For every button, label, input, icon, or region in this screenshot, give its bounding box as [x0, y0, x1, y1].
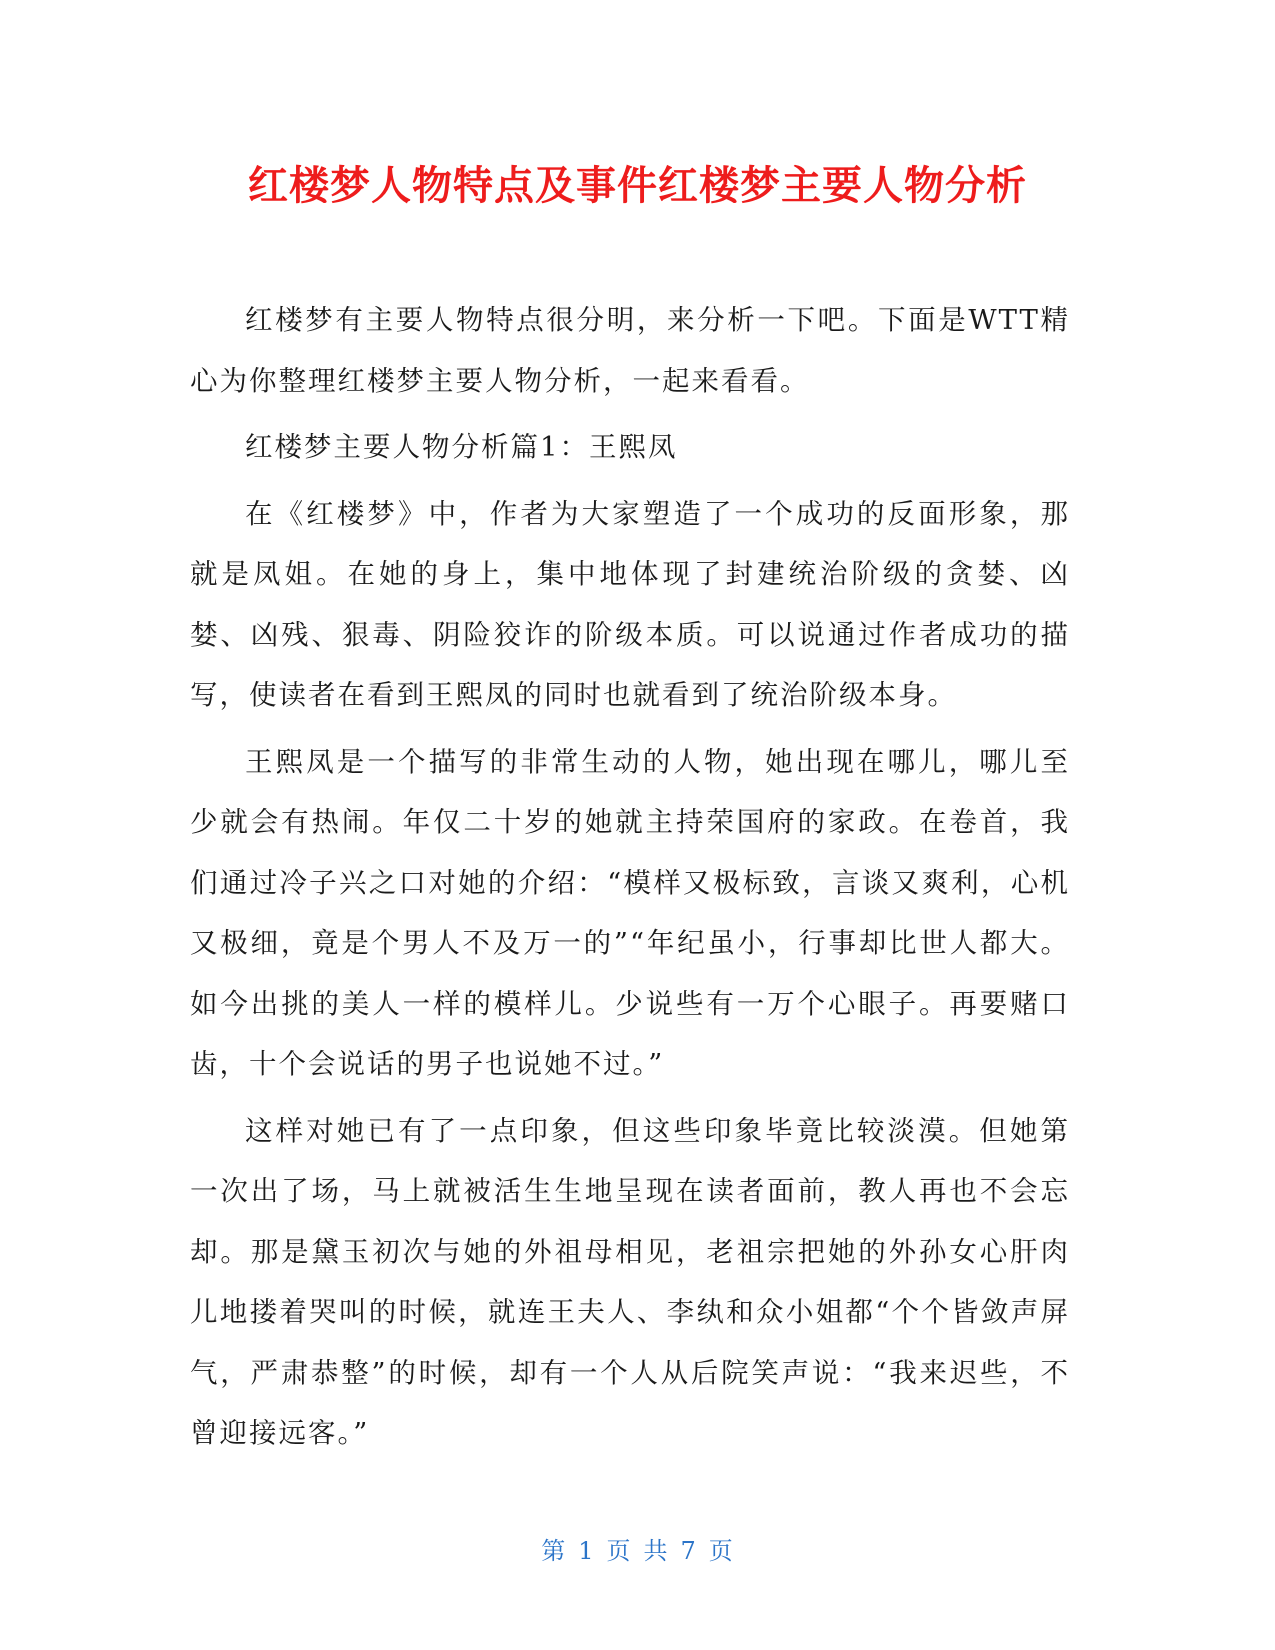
- document-body: [190, 290, 1070, 1470]
- paragraph-body: 王熙凤是一个描写的非常生动的人物，她出现在哪儿，哪儿至少就会有热闹。年仅二十岁的她就主持荣国府的家政。在卷首，我们通过冷子兴之口对她的介绍：“模样又极标致，言谈又爽利，心机又极细，竟是个男人不及万一的”“年纪虽小，行事却比世人都大。如今出挑的美人一样的模样儿。少说些有一万个心眼子。再要赌口齿，十个会说话的男子也说她不过。”: [190, 745, 1070, 1080]
- paragraph-body: 这样对她已有了一点印象，但这些印象毕竟比较淡漠。但她第一次出了场，马上就被活生生地呈现在读者面前，教人再也不会忘却。那是黛玉初次与她的外祖母相见，老祖宗把她的外孙女心肝肉儿地搂着哭叫的时候，就连王夫人、李纨和众小姐都“个个皆敛声屏气，严肃恭整”的时候，却有一个人从后院笑声说：“我来迟些，不曾迎接远客。”: [190, 1114, 1070, 1449]
- footer-page-label: 页: [606, 1537, 632, 1565]
- footer-suffix: 页: [708, 1537, 734, 1565]
- footer-total-pages: 7: [680, 1537, 697, 1565]
- document-title: 红楼梦人物特点及事件红楼梦主要人物分析: [248, 163, 1027, 209]
- footer-page-number: 1: [578, 1537, 595, 1565]
- footer-total-label: 共: [643, 1537, 669, 1565]
- page-footer: [0, 1536, 1275, 1566]
- footer-prefix: 第: [541, 1537, 567, 1565]
- section-heading: 红楼梦主要人物分析篇1：王熙凤: [245, 431, 678, 463]
- paragraph-intro: 红楼梦有主要人物特点很分明，来分析一下吧。下面是WTT精心为你整理红楼梦主要人物分析，一起来看看。: [190, 304, 1070, 397]
- paragraph-body: 在《红楼梦》中，作者为大家塑造了一个成功的反面形象，那就是凤姐。在她的身上，集中地体现了封建统治阶级的贪婪、凶婪、凶残、狠毒、阴险狡诈的阶级本质。可以说通过作者成功的描写，使读者在看到王熙凤的同时也就看到了统治阶级本身。: [190, 497, 1070, 711]
